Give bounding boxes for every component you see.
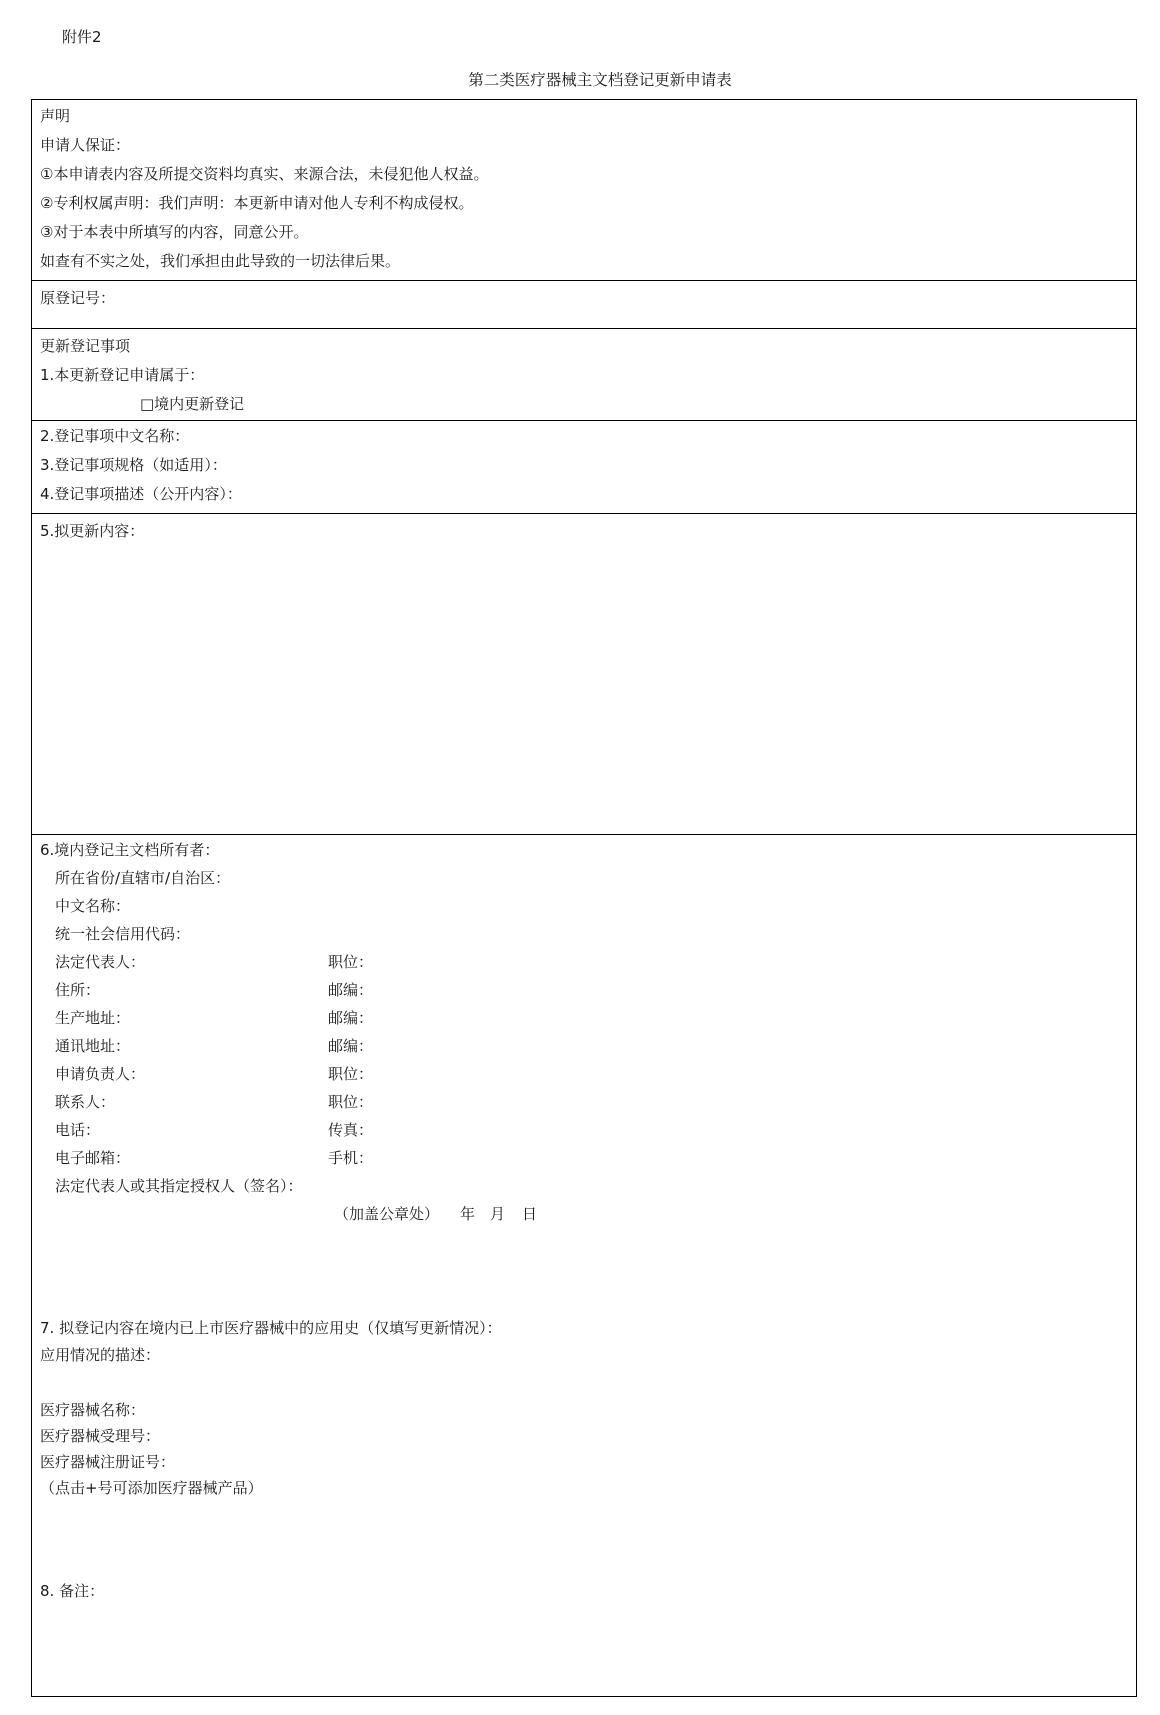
declaration-heading: 声明 xyxy=(40,107,71,125)
item-description-label: 4.登记事项描述（公开内容）： xyxy=(40,485,242,503)
contact-label: 联系人： xyxy=(55,1093,116,1111)
legal-rep-title-label: 职位： xyxy=(328,953,374,971)
fax-label: 传真： xyxy=(328,1121,374,1139)
phone-label: 电话： xyxy=(55,1121,101,1139)
proposed-content-section xyxy=(32,513,1136,835)
declaration-section xyxy=(32,100,1136,281)
legal-rep-label: 法定代表人： xyxy=(55,953,146,971)
application-form xyxy=(31,99,1137,1697)
history-heading: 7. 拟登记内容在境内已上市医疗器械中的应用史（仅填写更新情况）： xyxy=(40,1319,502,1337)
production-addr-label: 生产地址： xyxy=(55,1009,131,1027)
remarks-label: 8. 备注： xyxy=(40,1582,105,1600)
day-label: 日 xyxy=(522,1205,538,1223)
original-reg-label: 原登记号： xyxy=(40,289,116,307)
mobile-label: 手机： xyxy=(328,1149,374,1167)
owner-section xyxy=(32,834,1136,1694)
residence-zip-label: 邮编： xyxy=(328,981,374,999)
contact-title-label: 职位： xyxy=(328,1093,374,1111)
signature-label: 法定代表人或其指定授权人（签名）： xyxy=(55,1177,303,1195)
add-device-hint[interactable]: （点击+号可添加医疗器械产品） xyxy=(40,1479,263,1497)
declaration-item-1: ①本申请表内容及所提交资料均真实、来源合法，未侵犯他人权益。 xyxy=(40,165,489,183)
production-zip-label: 邮编： xyxy=(328,1009,374,1027)
province-label: 所在省份/直辖市/自治区： xyxy=(55,869,231,887)
item-spec-label: 3.登记事项规格（如适用）： xyxy=(40,456,227,474)
device-name-label: 医疗器械名称： xyxy=(40,1401,146,1419)
applicant-lead-title-label: 职位： xyxy=(328,1065,374,1083)
domestic-update-checkbox[interactable]: □境内更新登记 xyxy=(140,395,245,413)
seal-label: （加盖公章处） xyxy=(334,1205,440,1223)
update-items-section xyxy=(32,328,1136,421)
item-details-section xyxy=(32,420,1136,514)
mail-zip-label: 邮编： xyxy=(328,1037,374,1055)
month-label: 月 xyxy=(490,1205,506,1223)
mail-addr-label: 通讯地址： xyxy=(55,1037,131,1055)
declaration-item-3: ③对于本表中所填写的内容，同意公开。 xyxy=(40,223,309,241)
application-type-question: 1.本更新登记申请属于： xyxy=(40,366,205,384)
declaration-closing: 如查有不实之处，我们承担由此导致的一切法律后果。 xyxy=(40,252,401,270)
attachment-label: 附件2 xyxy=(62,28,102,46)
cn-name-label: 中文名称： xyxy=(55,897,131,915)
residence-label: 住所： xyxy=(55,981,101,999)
form-title: 第二类医疗器械主文档登记更新申请表 xyxy=(468,71,732,89)
credit-code-label: 统一社会信用代码： xyxy=(55,925,191,943)
owner-heading: 6.境内登记主文档所有者： xyxy=(40,841,220,859)
registration-no-label: 医疗器械注册证号： xyxy=(40,1453,176,1471)
year-label: 年 xyxy=(460,1205,476,1223)
usage-description-label: 应用情况的描述： xyxy=(40,1346,161,1364)
acceptance-no-label: 医疗器械受理号： xyxy=(40,1427,161,1445)
email-label: 电子邮箱： xyxy=(55,1149,131,1167)
proposed-content-label: 5.拟更新内容： xyxy=(40,522,145,540)
item-cn-name-label: 2.登记事项中文名称： xyxy=(40,427,190,445)
update-items-heading: 更新登记事项 xyxy=(40,337,131,355)
original-reg-section xyxy=(32,280,1136,329)
guarantee-label: 申请人保证： xyxy=(40,136,131,154)
declaration-item-2: ②专利权属声明：我们声明：本更新申请对他人专利不构成侵权。 xyxy=(40,194,474,212)
applicant-lead-label: 申请负责人： xyxy=(55,1065,146,1083)
